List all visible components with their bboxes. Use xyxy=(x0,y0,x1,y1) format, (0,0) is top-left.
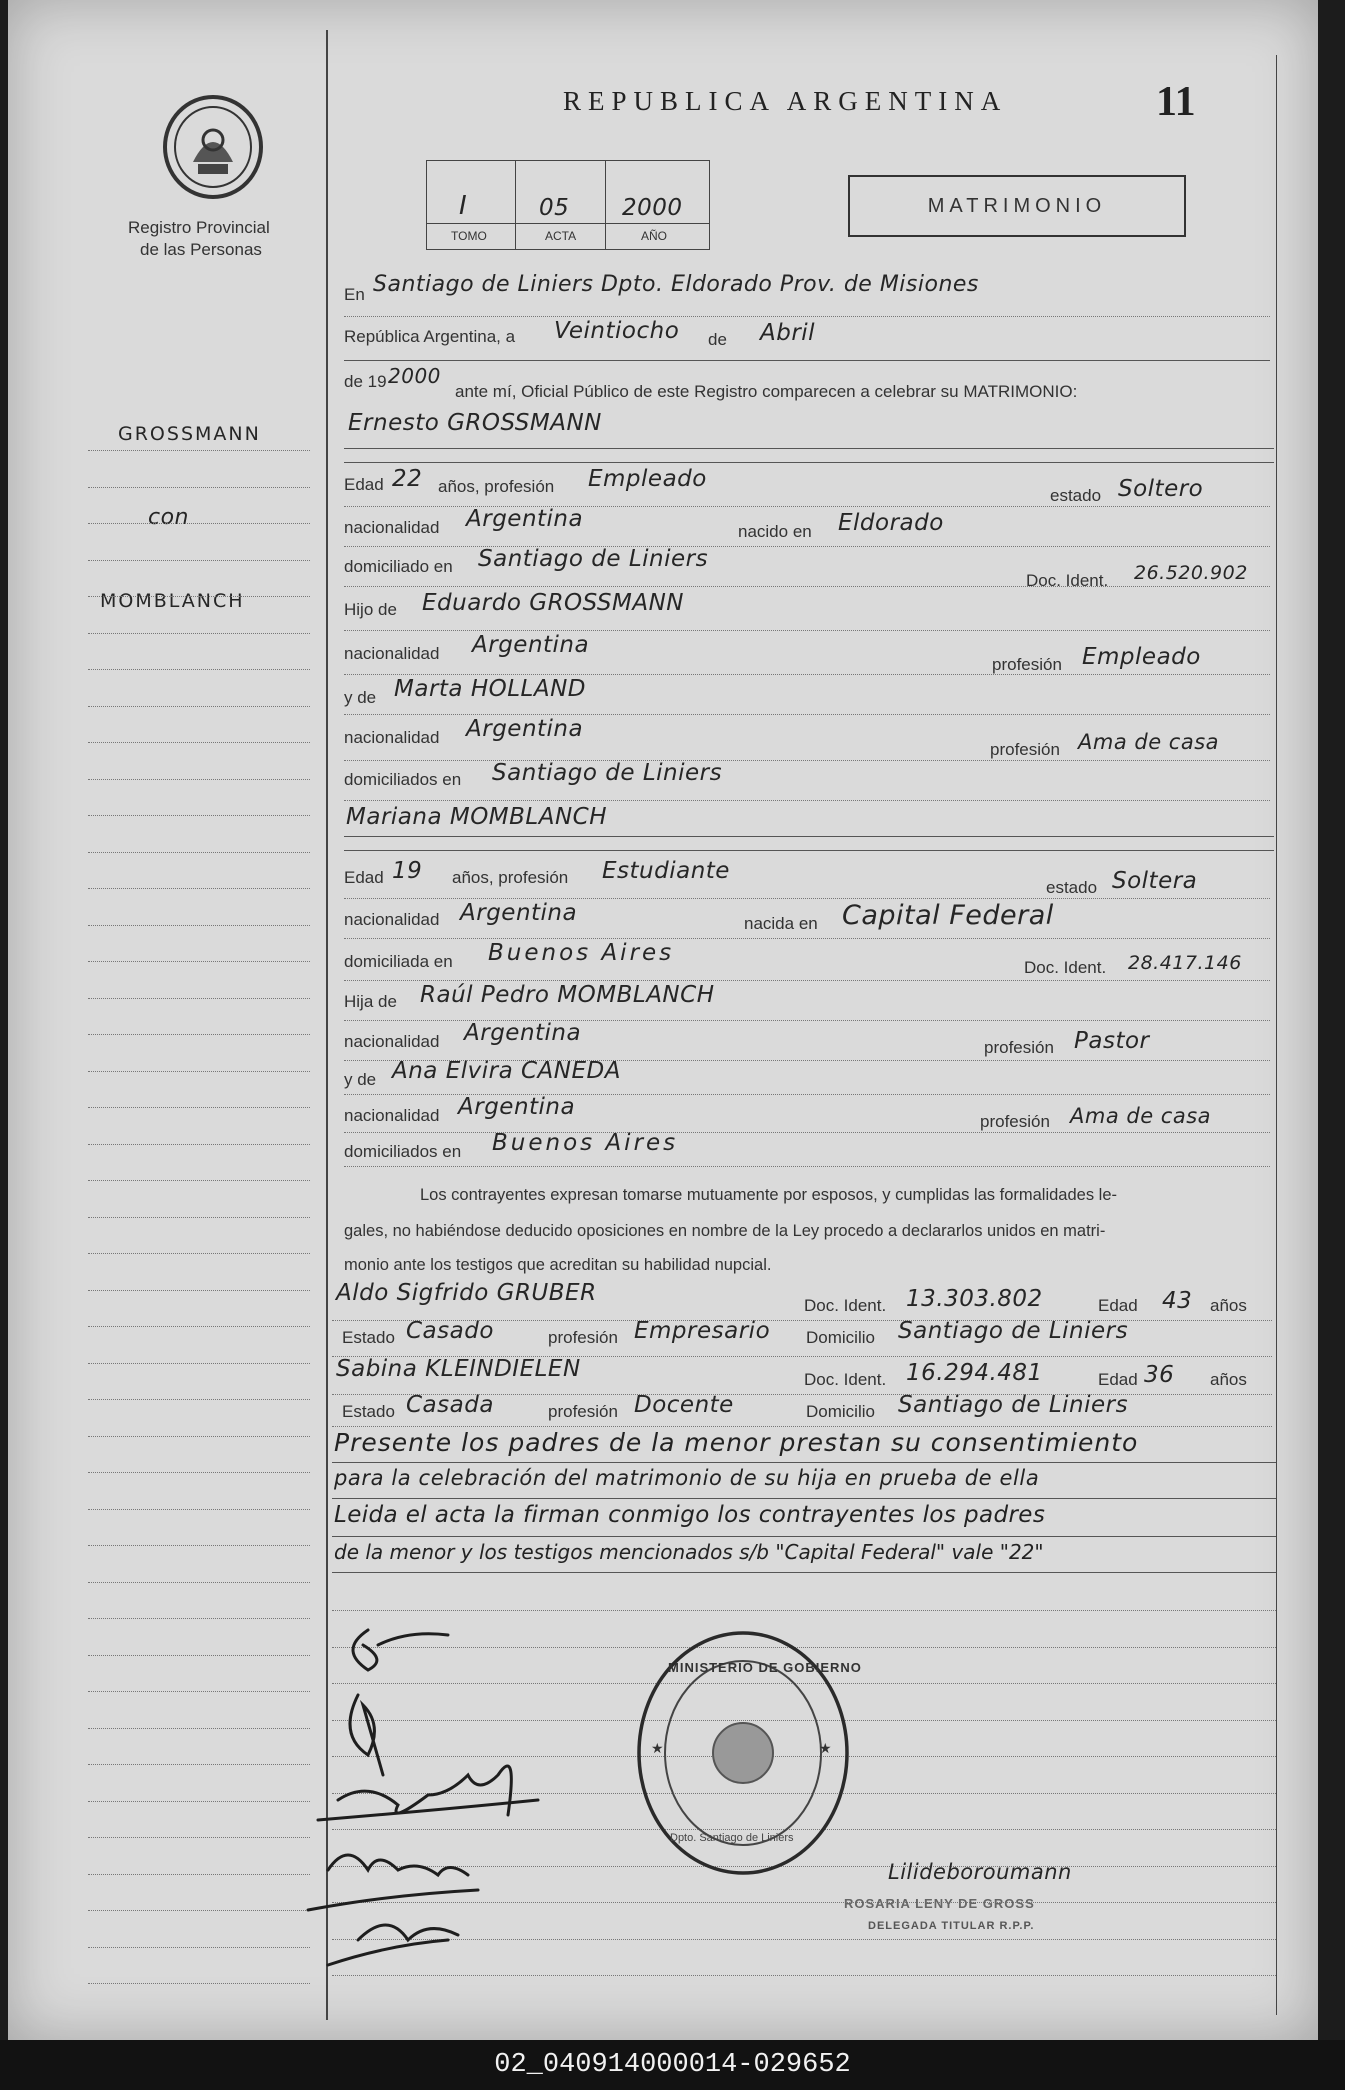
margin-rule xyxy=(88,1801,310,1802)
groom-mother-prof-label: profesión xyxy=(990,740,1060,759)
month: Abril xyxy=(760,320,816,346)
witness2-edad-label: Edad xyxy=(1098,1370,1138,1389)
bride-mother-nac-label: nacionalidad xyxy=(344,1106,440,1125)
groom-y-de-label: y de xyxy=(344,688,377,707)
margin-rule xyxy=(88,1071,310,1072)
groom-birthplace: Eldorado xyxy=(838,510,944,536)
margin-rule xyxy=(88,1983,310,1984)
groom-status: Soltero xyxy=(1118,476,1204,502)
witness2-estado-label: Estado xyxy=(342,1402,395,1421)
groom-father-nac-label: nacionalidad xyxy=(344,644,440,663)
margin-rule xyxy=(88,1545,310,1546)
bride-estado-label: estado xyxy=(1046,878,1098,897)
margin-rule xyxy=(88,1582,310,1583)
margin-rule xyxy=(88,1947,310,1948)
bride-y-de-label: y de xyxy=(344,1070,377,1089)
tomo-label: TOMO xyxy=(451,229,487,243)
margin-rule xyxy=(88,450,310,451)
official-signature: Lilideboroumann xyxy=(888,1860,1072,1884)
bride-domiciliados-label: domiciliados en xyxy=(344,1142,462,1161)
witness2-profession: Docente xyxy=(634,1392,734,1418)
document-page xyxy=(8,0,1318,2040)
groom-doc-label: Doc. Ident. xyxy=(1026,571,1109,590)
margin-rule xyxy=(88,633,310,634)
registry-name-line1: Registro Provincial xyxy=(128,218,270,237)
page-number: 11 xyxy=(1156,79,1196,125)
margin-rule xyxy=(88,925,310,926)
groom-mother-nationality: Argentina xyxy=(466,716,584,742)
bride-nacida-label: nacida en xyxy=(744,914,818,933)
witness1-status: Casado xyxy=(406,1318,494,1344)
margin-rule xyxy=(88,1107,310,1108)
margin-rule xyxy=(88,1363,310,1364)
margin-rule xyxy=(88,815,310,816)
margin-rule xyxy=(88,888,310,889)
svg-text:★: ★ xyxy=(651,1741,664,1757)
groom-father-nationality: Argentina xyxy=(472,632,590,658)
bride-anos-profesion-label: años, profesión xyxy=(452,868,569,887)
witness1-doc: 13.303.802 xyxy=(906,1286,1043,1312)
groom-father-prof-label: profesión xyxy=(992,655,1062,674)
record-number-table xyxy=(426,160,710,250)
margin-rule xyxy=(88,1180,310,1181)
witness1-age: 43 xyxy=(1162,1288,1193,1314)
registry-name-line2: de las Personas xyxy=(140,240,262,259)
groom-domiciliados-label: domiciliados en xyxy=(344,770,462,789)
margin-rule xyxy=(88,1144,310,1145)
margin-rule xyxy=(88,1436,310,1437)
margin-rule xyxy=(88,706,310,707)
ano-value: 2000 xyxy=(622,195,683,221)
witness2-status: Casada xyxy=(406,1392,494,1418)
groom-estado-label: estado xyxy=(1050,486,1102,505)
margin-groom-surname: GROSSMANN xyxy=(118,423,261,445)
bride-domiciliada-label: domiciliada en xyxy=(344,952,453,971)
bride-doc: 28.417.146 xyxy=(1128,952,1242,974)
margin-bride-surname: MOMBLANCH xyxy=(100,590,245,612)
bride-father-profession: Pastor xyxy=(1074,1028,1150,1054)
witness1-anos-label: años xyxy=(1210,1296,1247,1315)
tomo-value: I xyxy=(459,191,468,221)
bride-father-nationality: Argentina xyxy=(464,1020,582,1046)
bride-profession: Estudiante xyxy=(602,858,730,884)
bride-nacionalidad-label: nacionalidad xyxy=(344,910,440,929)
witness2-doc: 16.294.481 xyxy=(906,1360,1043,1386)
witness1-profession: Empresario xyxy=(634,1318,771,1344)
margin-rule xyxy=(88,1399,310,1400)
margin-connector: con xyxy=(148,505,189,530)
intro-statement: ante mí, Oficial Público de este Registro comparecen a celebrar su MATRIMONIO: xyxy=(455,382,1078,401)
notes-line4: de la menor y los testigos mencionados s/b "Capital Federal" vale "22" xyxy=(334,1540,1044,1564)
groom-profession: Empleado xyxy=(588,466,707,492)
margin-rule xyxy=(88,1691,310,1692)
bride-mother-nationality: Argentina xyxy=(458,1094,576,1120)
witness2-domicile: Santiago de Liniers xyxy=(898,1392,1129,1418)
notes-line3: Leida el acta la firman conmigo los contrayentes los padres xyxy=(334,1502,1046,1528)
country-heading: REPUBLICA ARGENTINA xyxy=(563,86,1008,116)
bride-hija-label: Hija de xyxy=(344,992,397,1011)
margin-rule xyxy=(88,1034,310,1035)
witness1-edad-label: Edad xyxy=(1098,1296,1138,1315)
stamp-text-top: MINISTERIO DE GOBIERNO xyxy=(668,1660,862,1675)
right-margin-rule xyxy=(1276,55,1277,2015)
groom-mother: Marta HOLLAND xyxy=(394,676,586,702)
bride-mother-profession: Ama de casa xyxy=(1070,1104,1212,1128)
official-title: DELEGADA TITULAR R.P.P. xyxy=(868,1920,1035,1932)
margin-rule xyxy=(88,998,310,999)
bride-parents-domicile: Buenos Aires xyxy=(492,1130,679,1156)
margin-rule xyxy=(88,1655,310,1656)
place: Santiago de Liniers Dpto. Eldorado Prov. de Misiones xyxy=(373,272,979,297)
witness1-profesion-label: profesión xyxy=(548,1328,618,1347)
day: Veintiocho xyxy=(554,318,680,344)
margin-rule xyxy=(88,487,310,488)
registry-seal-icon xyxy=(158,92,268,202)
witness2-doc-label: Doc. Ident. xyxy=(804,1370,887,1389)
declaration-line2: gales, no habiéndose deducido oposiciones en nombre de la Ley procedo a declararlos unidos en matri- xyxy=(344,1222,1106,1240)
margin-rule xyxy=(88,1290,310,1291)
margin-rule xyxy=(88,1910,310,1911)
witness2-profesion-label: profesión xyxy=(548,1402,618,1421)
scan-footer: 02_040914000014-029652 xyxy=(0,2040,1345,2090)
en-label: En xyxy=(344,285,365,304)
groom-mother-profession: Ama de casa xyxy=(1078,730,1220,754)
official-name: ROSARIA LENY DE GROSS xyxy=(844,1896,1035,1911)
notes-line1: Presente los padres de la menor prestan su consentimiento xyxy=(334,1428,1139,1457)
groom-doc: 26.520.902 xyxy=(1134,562,1248,584)
witness2-domicilio-label: Domicilio xyxy=(806,1402,875,1421)
margin-rule xyxy=(88,560,310,561)
groom-edad-label: Edad xyxy=(344,475,384,494)
witness1-domicilio-label: Domicilio xyxy=(806,1328,875,1347)
witness2-name: Sabina KLEINDIELEN xyxy=(336,1356,581,1382)
ano-label: AÑO xyxy=(641,229,668,243)
svg-text:★: ★ xyxy=(819,1741,832,1757)
margin-rule xyxy=(88,1217,310,1218)
bride-father-nac-label: nacionalidad xyxy=(344,1032,440,1051)
groom-domiciliado-label: domiciliado en xyxy=(344,557,453,576)
witness1-domicile: Santiago de Liniers xyxy=(898,1318,1129,1344)
margin-rule xyxy=(88,1728,310,1729)
bride-status: Soltera xyxy=(1112,868,1198,894)
groom-anos-profesion-label: años, profesión xyxy=(438,477,555,496)
groom-father: Eduardo GROSSMANN xyxy=(422,590,685,616)
bride-father: Raúl Pedro MOMBLANCH xyxy=(420,982,715,1008)
signature-scribbles xyxy=(298,1610,658,1980)
acta-value: 05 xyxy=(539,195,570,221)
margin-rule xyxy=(88,596,310,597)
margin-rule xyxy=(88,669,310,670)
bride-doc-label: Doc. Ident. xyxy=(1024,958,1107,977)
margin-rule xyxy=(88,779,310,780)
declaration-line1: Los contrayentes expresan tomarse mutuamente por esposos, y cumplidas las formalidades le- xyxy=(420,1186,1118,1204)
bride-father-prof-label: profesión xyxy=(984,1038,1054,1057)
margin-rule xyxy=(88,1509,310,1510)
margin-rule xyxy=(88,1618,310,1619)
groom-nationality: Argentina xyxy=(466,506,584,532)
groom-hijo-label: Hijo de xyxy=(344,600,397,619)
witness1-doc-label: Doc. Ident. xyxy=(804,1296,887,1315)
groom-parents-domicile: Santiago de Liniers xyxy=(492,760,723,786)
groom-age: 22 xyxy=(392,466,423,492)
margin-rule xyxy=(88,742,310,743)
margin-rule xyxy=(88,1874,310,1875)
groom-nacionalidad-label: nacionalidad xyxy=(344,518,440,537)
margin-rule xyxy=(88,1472,310,1473)
stamp-text-bottom: Dpto. Santiago de Liniers xyxy=(670,1832,794,1844)
bride-nationality: Argentina xyxy=(460,900,578,926)
margin-rule xyxy=(88,1837,310,1838)
margin-rule xyxy=(88,1326,310,1327)
declaration-line3: monio ante los testigos que acreditan su habilidad nupcial. xyxy=(344,1256,772,1274)
bride-mother: Ana Elvira CANEDA xyxy=(392,1058,621,1084)
groom-nacido-label: nacido en xyxy=(738,522,812,541)
year: 2000 xyxy=(388,364,441,388)
acta-label: ACTA xyxy=(545,229,577,243)
bride-domicile: Buenos Aires xyxy=(488,940,675,966)
margin-rule xyxy=(88,523,310,524)
bride-mother-prof-label: profesión xyxy=(980,1112,1050,1131)
de-label: de xyxy=(708,330,727,349)
year-prefix: de 19 xyxy=(344,372,387,391)
groom-name: Ernesto GROSSMANN xyxy=(348,410,602,436)
republica-label: República Argentina, a xyxy=(344,327,516,346)
witness1-estado-label: Estado xyxy=(342,1328,395,1347)
groom-mother-nac-label: nacionalidad xyxy=(344,728,440,747)
bride-name: Mariana MOMBLANCH xyxy=(346,804,608,830)
bride-edad-label: Edad xyxy=(344,868,384,887)
witness1-name: Aldo Sigfrido GRUBER xyxy=(336,1280,597,1306)
margin-rule xyxy=(88,961,310,962)
witness2-anos-label: años xyxy=(1210,1370,1247,1389)
margin-rule xyxy=(88,1764,310,1765)
record-type-box: MATRIMONIO xyxy=(848,175,1186,237)
bride-age: 19 xyxy=(392,858,423,884)
bride-birthplace: Capital Federal xyxy=(842,900,1054,931)
witness2-age: 36 xyxy=(1144,1362,1175,1388)
groom-father-profession: Empleado xyxy=(1082,644,1201,670)
groom-domicile: Santiago de Liniers xyxy=(478,546,709,572)
margin-rule xyxy=(88,1253,310,1254)
notes-line2: para la celebración del matrimonio de su hija en prueba de ella xyxy=(334,1466,1040,1490)
margin-rule xyxy=(88,852,310,853)
